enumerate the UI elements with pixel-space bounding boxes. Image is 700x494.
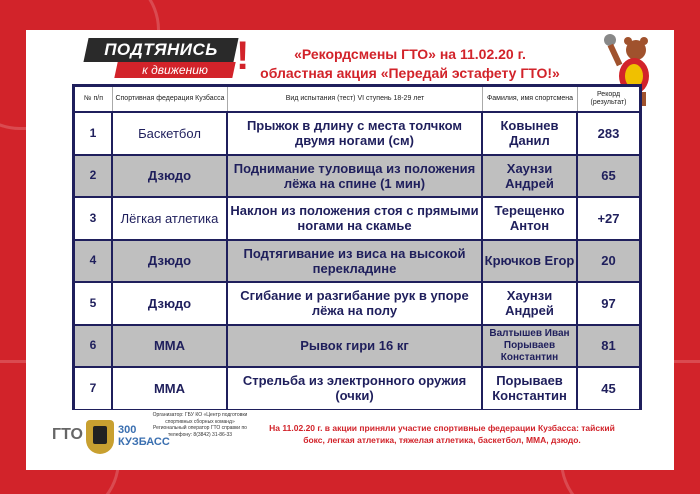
logo-exclamation: ! xyxy=(236,34,250,78)
row-test: Стрельба из электронного оружия (очки) xyxy=(228,368,483,409)
row-federation: Дзюдо xyxy=(113,241,228,282)
row-record: 97 xyxy=(601,295,616,311)
row-federation: ММА xyxy=(113,326,228,367)
records-table xyxy=(72,84,642,410)
logo-top-text: ПОДТЯНИСЬ xyxy=(104,40,218,59)
table-row xyxy=(75,111,639,154)
row-federation: Дзюдо xyxy=(113,283,228,324)
kuzbass-300-logo: 300 КУЗБАСС xyxy=(118,424,170,448)
row-test: Поднимание туловища из положения лёжа на спине (1 мин) xyxy=(228,156,483,197)
row-athlete: Ковынев Данил xyxy=(483,113,578,154)
gto-logo: ГТО xyxy=(52,426,83,443)
row-num: 5 xyxy=(75,283,113,324)
row-federation: Баскетбол xyxy=(113,113,228,154)
row-num: 1 xyxy=(75,113,113,154)
row-num: 3 xyxy=(75,198,113,239)
row-athlete: Крючков Егор xyxy=(483,241,578,282)
row-record: 45 xyxy=(601,380,616,396)
row-athlete: Валтышев Иван Порываев Константин xyxy=(483,326,578,367)
header-record: Рекорд (результат) xyxy=(590,91,627,106)
header-federation: Спортивная федерация Кузбасса xyxy=(113,87,228,111)
header-test: Вид испытания (тест) VI ступень 18-29 лет xyxy=(228,87,483,111)
row-record: 283 xyxy=(597,125,620,141)
title-line-2: областная акция «Передай эстафету ГТО!» xyxy=(260,65,560,81)
row-test: Подтягивание из виса на высокой перекладине xyxy=(228,241,483,282)
table-row xyxy=(75,196,639,239)
row-federation: Лёгкая атлетика xyxy=(113,198,228,239)
table-header xyxy=(75,87,639,111)
table-row xyxy=(75,154,639,197)
title-line-1: «Рекордсмены ГТО» на 11.02.20 г. xyxy=(294,46,526,62)
row-num: 7 xyxy=(75,368,113,409)
row-federation: ММА xyxy=(113,368,228,409)
row-athlete: Хаунзи Андрей xyxy=(483,156,578,197)
row-record: 65 xyxy=(601,168,616,184)
header-athlete: Фамилия, имя спортсмена xyxy=(483,87,578,111)
row-test: Прыжок в длину с места толчком двумя ногами (см) xyxy=(228,113,483,154)
row-test: Сгибание и разгибание рук в упоре лёжа на полу xyxy=(228,283,483,324)
row-num: 2 xyxy=(75,156,113,197)
row-athlete: Терещенко Антон xyxy=(483,198,578,239)
row-test: Рывок гири 16 кг xyxy=(228,326,483,367)
logo-bottom-text: к движению xyxy=(142,63,208,77)
row-record: 81 xyxy=(601,338,616,354)
table-row xyxy=(75,281,639,324)
header-num: № п/п xyxy=(75,87,113,111)
kuzbass-crest-icon xyxy=(86,420,114,454)
row-federation: Дзюдо xyxy=(113,156,228,197)
row-athlete: Хаунзи Андрей xyxy=(483,283,578,324)
table-row xyxy=(75,366,639,409)
organizer-info: Организатор: ГБУ КО «Центр подготовки спортивных сборных команд» Региональный оператор ГТО справки по телефону: 8(3842) 31-86-33 xyxy=(152,412,248,438)
row-test: Наклон из положения стоя с прямыми ногами на скамье xyxy=(228,198,483,239)
row-athlete: Порываев Константин xyxy=(483,368,578,409)
table-row xyxy=(75,324,639,367)
row-num: 4 xyxy=(75,241,113,282)
page-title xyxy=(240,45,580,83)
participation-note: На 11.02.20 г. в акции приняли участие спортивные федерации Кузбасса: тайский бокс, легкая атлетика, тяжелая атлетика, баскетбол, ММА, дзюдо. xyxy=(269,423,615,445)
campaign-logo xyxy=(86,34,254,80)
row-record: +27 xyxy=(597,210,620,226)
table-row xyxy=(75,239,639,282)
row-num: 6 xyxy=(75,326,113,367)
row-record: 20 xyxy=(601,253,616,269)
